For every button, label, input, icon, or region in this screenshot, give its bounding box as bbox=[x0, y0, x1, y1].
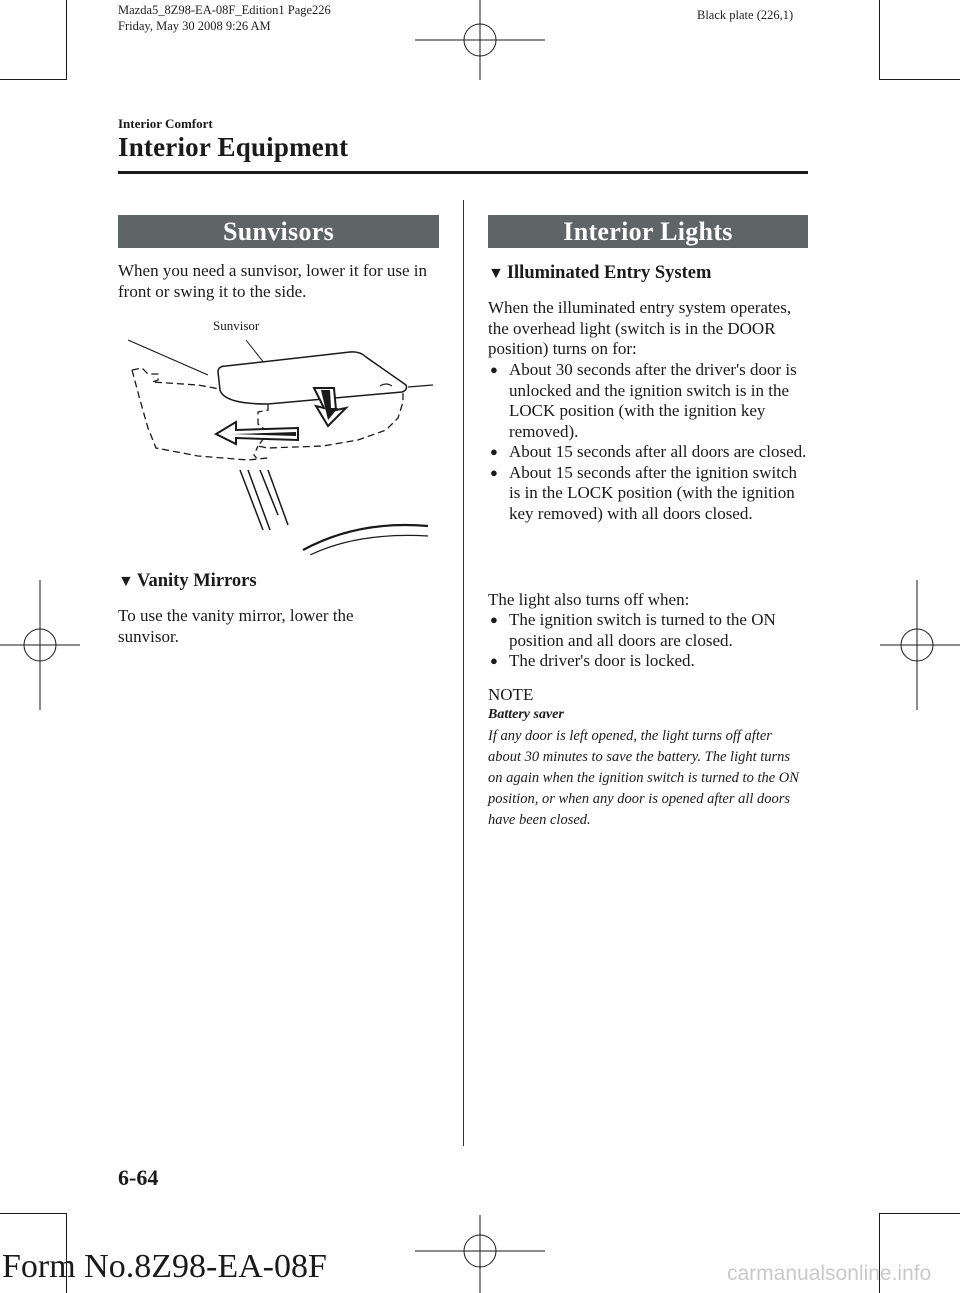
list-item bbox=[488, 463, 810, 525]
list-item bbox=[488, 651, 810, 672]
section-name: Interior Comfort bbox=[118, 116, 213, 131]
triangle-icon: ▼ bbox=[118, 573, 134, 590]
illuminated-entry-heading bbox=[488, 263, 711, 284]
note-title: NOTE bbox=[488, 685, 534, 704]
crop-mark bbox=[66, 0, 67, 80]
page-title: Interior Equipment bbox=[118, 132, 349, 162]
bullet-icon: ● bbox=[490, 362, 498, 377]
list-item-text: The ignition switch is turned to the ON position and all doors are closed. bbox=[509, 610, 776, 650]
registration-mark-icon bbox=[880, 580, 960, 710]
illuminated-entry-heading-text: Illuminated Entry System bbox=[506, 263, 712, 283]
bullet-icon: ● bbox=[490, 444, 498, 459]
registration-mark-icon bbox=[415, 0, 545, 80]
vanity-mirrors-heading-text: Vanity Mirrors bbox=[136, 571, 257, 591]
light-off-list bbox=[488, 610, 810, 672]
print-info-date: Friday, May 30 2008 9:26 AM bbox=[118, 19, 271, 33]
triangle-icon: ▼ bbox=[488, 265, 504, 282]
bullet-icon: ● bbox=[490, 612, 498, 627]
vanity-mirrors-text: To use the vanity mirror, lower the sunvisor. bbox=[118, 606, 354, 646]
print-info bbox=[118, 2, 331, 34]
crop-mark bbox=[880, 79, 960, 80]
crop-mark bbox=[880, 1213, 960, 1214]
registration-mark-icon bbox=[415, 1215, 545, 1293]
bullet-icon: ● bbox=[490, 653, 498, 668]
light-off-intro: The light also turns off when: bbox=[488, 590, 690, 609]
list-item bbox=[488, 360, 810, 442]
form-number: Form No.8Z98-EA-08F bbox=[2, 1248, 327, 1285]
list-item bbox=[488, 442, 810, 463]
list-item-text: About 30 seconds after the driver's door is unlocked and the ignition switch is in the LOCK position (with the ignition key removed). bbox=[509, 360, 797, 441]
bullet-icon: ● bbox=[490, 464, 498, 480]
vanity-mirrors-heading bbox=[118, 571, 257, 592]
sunvisors-banner: Sunvisors bbox=[118, 215, 439, 248]
crop-mark bbox=[0, 1213, 66, 1214]
crop-mark bbox=[0, 79, 66, 80]
list-item bbox=[488, 610, 810, 651]
header-rule bbox=[118, 171, 808, 174]
watermark: carmanualsonline.info bbox=[727, 1262, 932, 1285]
sunvisor-figure-label: Sunvisor bbox=[213, 318, 260, 333]
page-number: 6-64 bbox=[118, 1165, 159, 1190]
plate-info: Black plate (226,1) bbox=[697, 8, 794, 22]
list-item-text: About 15 seconds after all doors are closed. bbox=[509, 442, 807, 461]
print-info-file: Mazda5_8Z98-EA-08F_Edition1 Page226 bbox=[118, 3, 331, 17]
sunvisor-illustration bbox=[118, 330, 448, 555]
list-item-text: About 15 seconds after the ignition switch is in the LOCK position (with the ignition key removed) with all doors closed. bbox=[509, 462, 798, 523]
crop-mark bbox=[879, 0, 880, 80]
note-subtitle: Battery saver bbox=[488, 707, 564, 722]
interior-lights-banner: Interior Lights bbox=[488, 215, 808, 248]
list-item-text: The driver's door is locked. bbox=[509, 651, 695, 670]
light-on-list bbox=[488, 360, 810, 524]
column-divider bbox=[463, 200, 464, 1146]
illuminated-entry-intro: When the illuminated entry system operates, the overhead light (switch is in the DOOR position) turns on for: bbox=[488, 298, 792, 358]
registration-mark-icon bbox=[0, 580, 80, 710]
note-text: If any door is left opened, the light turns off after about 30 minutes to save the battery. The light turns on again when the ignition switch is turned to the ON position, or when any door is opened after all doors have been closed. bbox=[488, 728, 799, 828]
sunvisors-intro: When you need a sunvisor, lower it for use in front or swing it to the side. bbox=[118, 261, 428, 301]
